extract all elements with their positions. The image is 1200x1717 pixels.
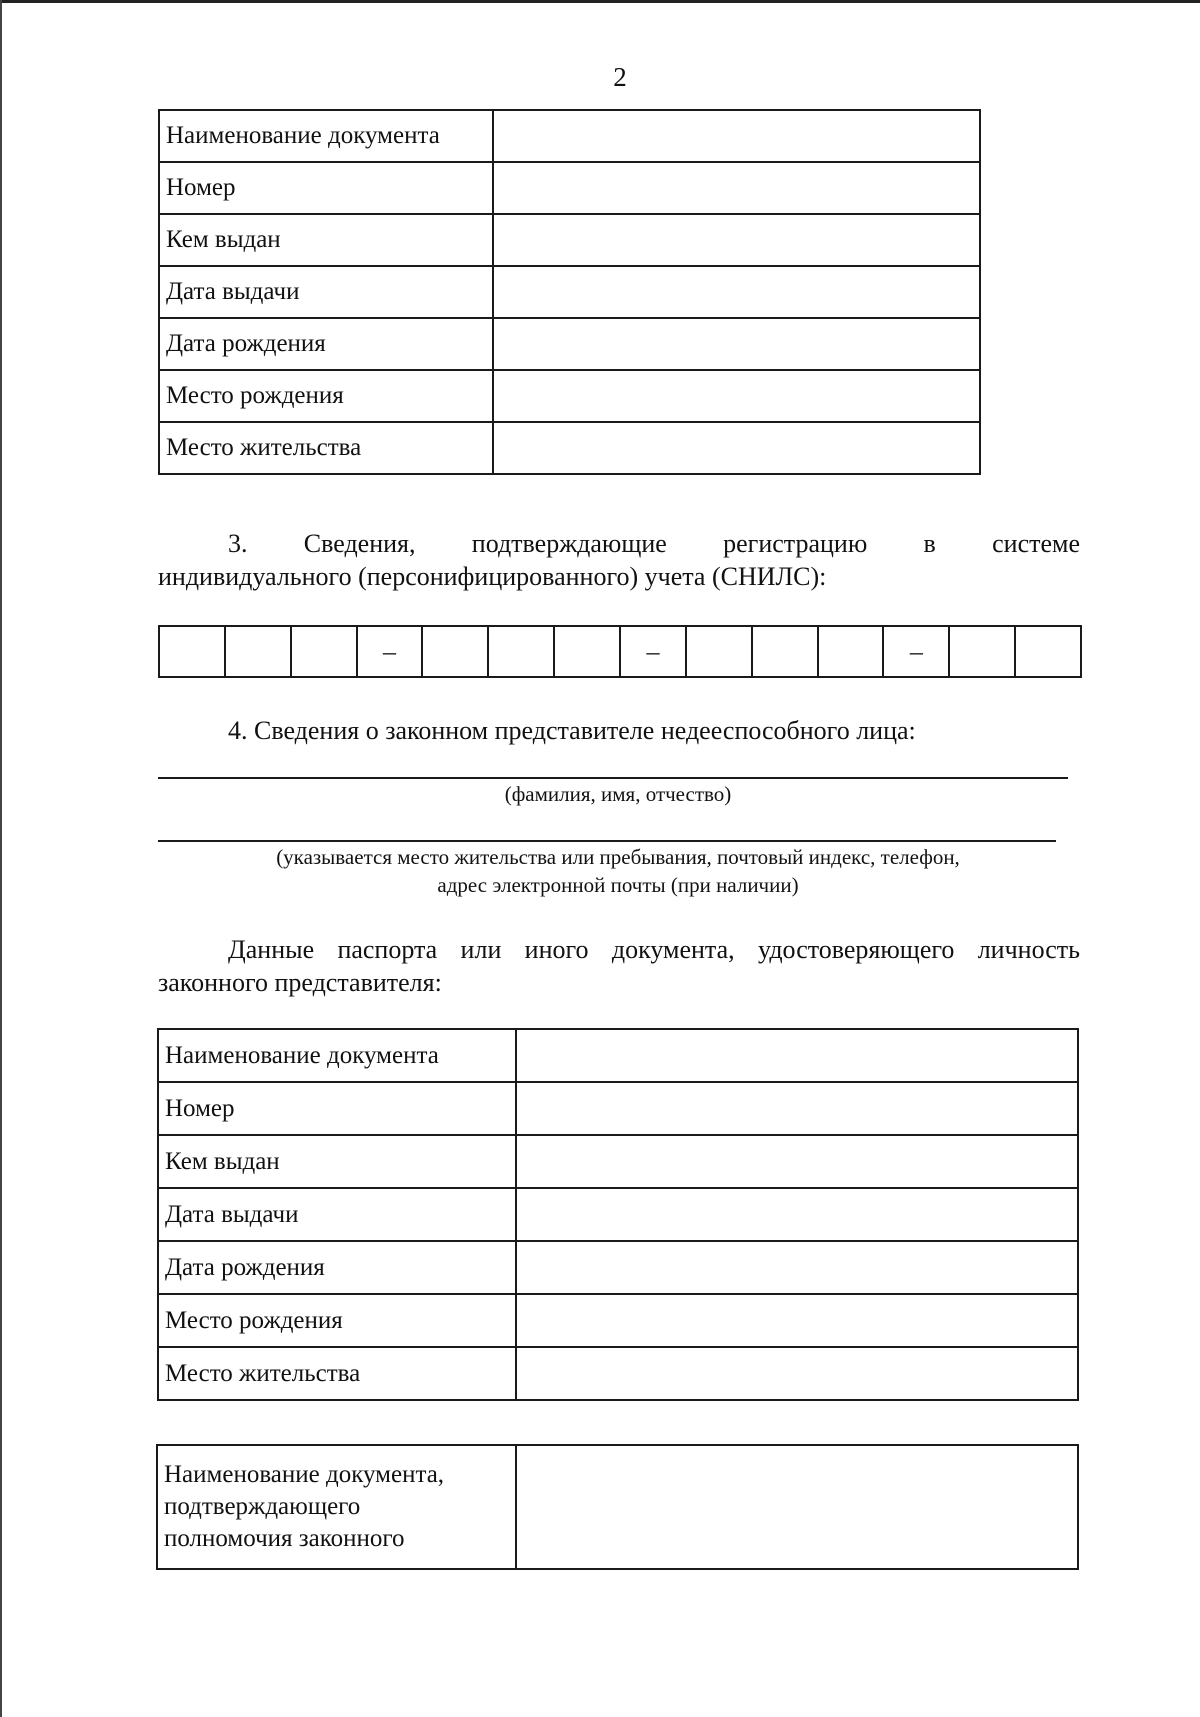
- authority-label-line: полномочия законного: [164, 1525, 405, 1552]
- section-3-word: в: [923, 529, 936, 558]
- section-3-word: Сведения,: [303, 529, 416, 558]
- row-label: Дата рождения: [158, 1241, 516, 1294]
- value-cell[interactable]: [516, 1445, 1078, 1569]
- row-label: Место рождения: [158, 1294, 516, 1347]
- row-label: Место рождения: [159, 370, 493, 422]
- table-row: [159, 318, 980, 370]
- authority-label-line: Наименование документа,: [164, 1461, 445, 1488]
- row-label: Место жительства: [159, 422, 493, 474]
- page-number: 2: [613, 62, 627, 92]
- snils-digit-cell[interactable]: [753, 627, 819, 676]
- section-3-number: 3.: [228, 529, 248, 558]
- value-cell[interactable]: [516, 1241, 1078, 1294]
- authority-document-table: [156, 1444, 1079, 1570]
- snils-digit-cell[interactable]: [489, 627, 555, 676]
- table-row: [159, 266, 980, 318]
- value-cell[interactable]: [493, 214, 980, 266]
- row-label: Номер: [159, 162, 493, 214]
- section-3-line-1: [158, 527, 1080, 560]
- page-border-left: [0, 0, 2, 1717]
- table-row: [158, 1135, 1078, 1188]
- authority-label-line: подтверждающего: [164, 1493, 361, 1520]
- passport-data-paragraph: [158, 933, 1080, 999]
- page-border-top: [0, 0, 1200, 3]
- value-cell[interactable]: [493, 266, 980, 318]
- row-label: Кем выдан: [158, 1135, 516, 1188]
- snils-digit-cell[interactable]: [555, 627, 621, 676]
- table-row: [158, 1082, 1078, 1135]
- row-label: Наименование документа: [158, 1029, 516, 1082]
- caption-line: (указывается место жительства или пребывания, почтовый индекс, телефон,: [276, 845, 960, 869]
- section-3-word: регистрацию: [723, 529, 868, 558]
- representative-address-line[interactable]: [158, 840, 1056, 842]
- table-row: [158, 1294, 1078, 1347]
- table-row: [159, 214, 980, 266]
- snils-digit-cell[interactable]: [423, 627, 489, 676]
- snils-digit-cell[interactable]: [292, 627, 358, 676]
- table-row: [159, 110, 980, 162]
- value-cell[interactable]: [516, 1347, 1078, 1400]
- value-cell[interactable]: [516, 1029, 1078, 1082]
- snils-digit-cell[interactable]: [819, 627, 885, 676]
- representative-name-caption: (фамилия, имя, отчество): [504, 782, 732, 806]
- snils-digit-cell[interactable]: [226, 627, 292, 676]
- table-row: [159, 370, 980, 422]
- row-label: Дата выдачи: [158, 1188, 516, 1241]
- table-row: [158, 1347, 1078, 1400]
- row-label: Номер: [158, 1082, 516, 1135]
- identity-document-table: [158, 109, 981, 475]
- representative-document-table: [157, 1028, 1079, 1401]
- value-cell[interactable]: [493, 110, 980, 162]
- value-cell[interactable]: [493, 370, 980, 422]
- value-cell[interactable]: [516, 1294, 1078, 1347]
- passport-data-line-2: законного представителя:: [158, 968, 442, 997]
- snils-separator: –: [358, 627, 424, 676]
- snils-digit-cell[interactable]: [950, 627, 1016, 676]
- authority-label: [157, 1445, 516, 1569]
- row-label: Кем выдан: [159, 214, 493, 266]
- table-row: [159, 422, 980, 474]
- row-label: Наименование документа: [159, 110, 493, 162]
- section-3-word: подтверждающие: [471, 529, 667, 558]
- snils-digit-cell[interactable]: [1016, 627, 1080, 676]
- section-3-word: системе: [992, 529, 1080, 558]
- passport-data-line-1: Данные паспорта или иного документа, удостоверяющего личность: [228, 935, 1080, 964]
- representative-name-line[interactable]: [158, 777, 1068, 779]
- value-cell[interactable]: [516, 1135, 1078, 1188]
- representative-address-caption: [158, 843, 1078, 899]
- table-row: [158, 1241, 1078, 1294]
- row-label: Дата выдачи: [159, 266, 493, 318]
- value-cell[interactable]: [516, 1188, 1078, 1241]
- snils-separator: –: [621, 627, 687, 676]
- table-row: [157, 1445, 1078, 1569]
- caption-line: адрес электронной почты (при наличии): [437, 873, 799, 897]
- snils-digit-cell[interactable]: [687, 627, 753, 676]
- table-row: [159, 162, 980, 214]
- value-cell[interactable]: [493, 318, 980, 370]
- value-cell[interactable]: [493, 162, 980, 214]
- value-cell[interactable]: [493, 422, 980, 474]
- snils-grid: [158, 625, 1082, 678]
- table-row: [158, 1029, 1078, 1082]
- row-label: Место жительства: [158, 1347, 516, 1400]
- table-row: [158, 1188, 1078, 1241]
- section-3-text: [158, 527, 1080, 593]
- value-cell[interactable]: [516, 1082, 1078, 1135]
- row-label: Дата рождения: [159, 318, 493, 370]
- section-4-heading: 4. Сведения о законном представителе недееспособного лица:: [228, 716, 916, 745]
- section-3-line-2: индивидуального (персонифицированного) учета (СНИЛС):: [158, 562, 827, 591]
- snils-separator: –: [884, 627, 950, 676]
- snils-digit-cell[interactable]: [160, 627, 226, 676]
